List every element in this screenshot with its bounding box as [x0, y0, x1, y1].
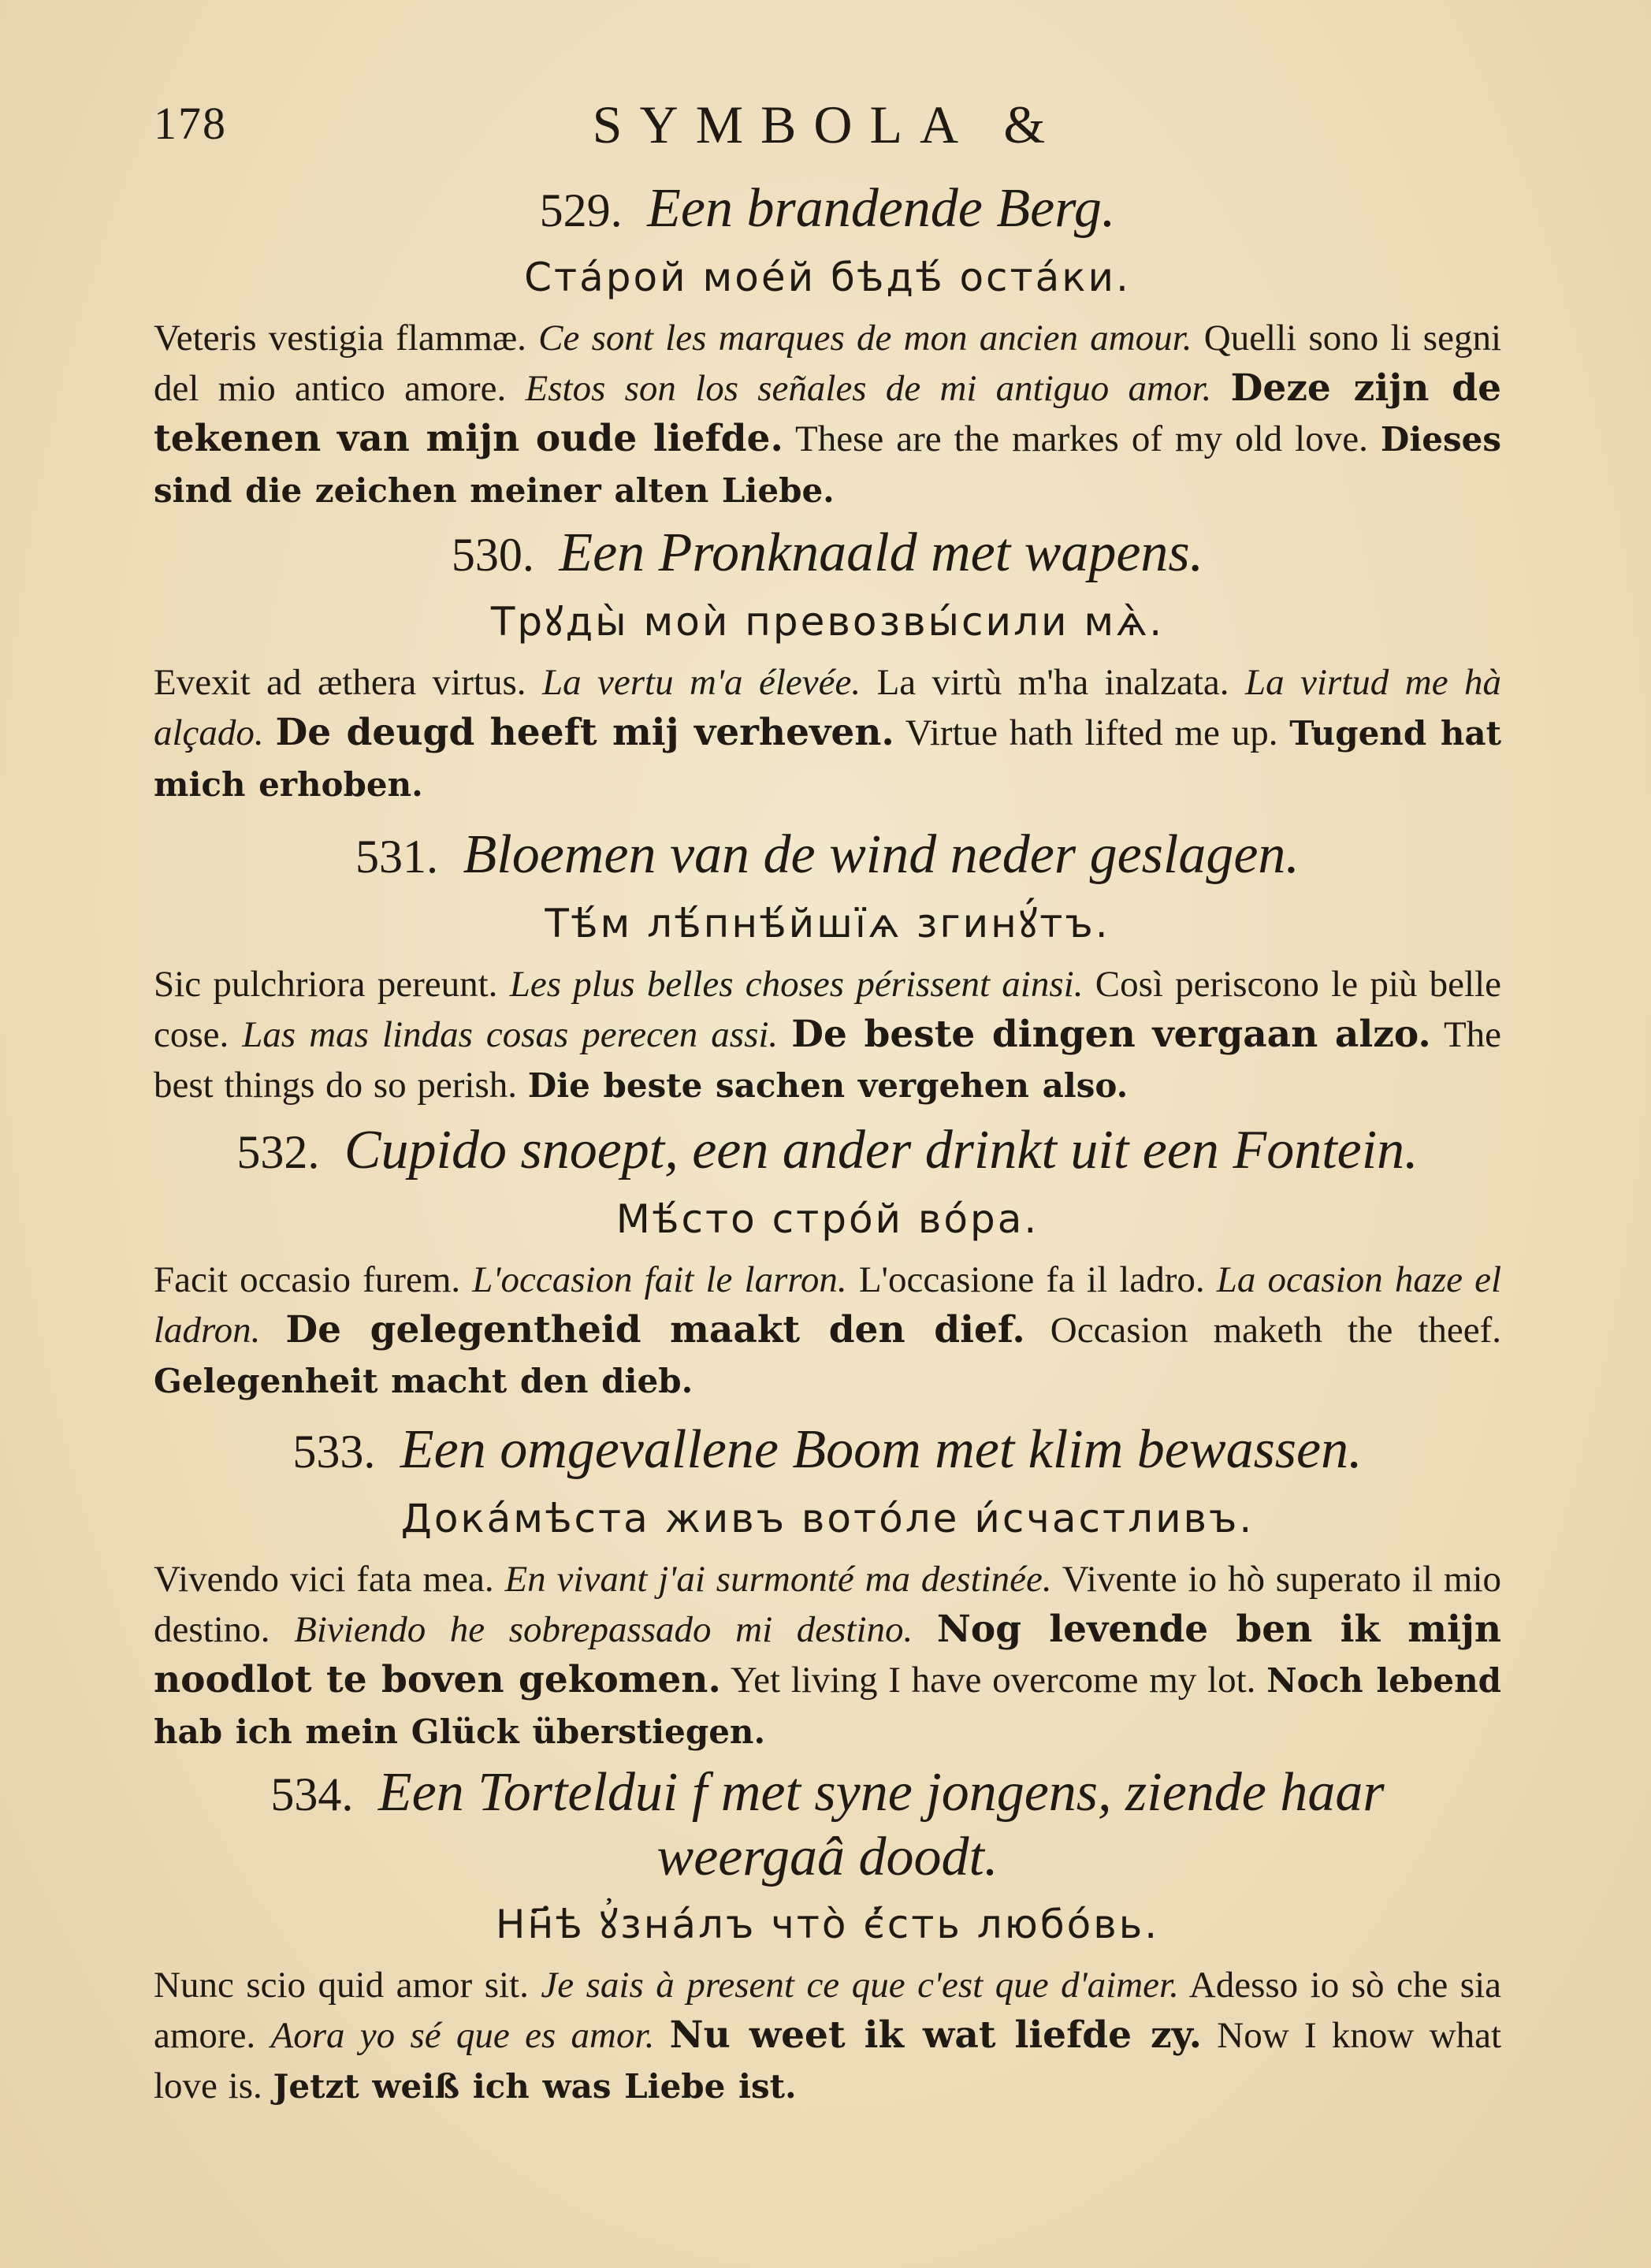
- entry-heading: [154, 177, 1501, 242]
- entry-number: 530.: [451, 529, 534, 581]
- entry-534: [154, 1761, 1501, 2112]
- spanish-motto: La virtud me hà alçado.: [154, 662, 1502, 753]
- english-motto: Virtue hath lifted me up.: [905, 712, 1278, 753]
- entry-heading: [154, 824, 1501, 888]
- italian-motto: Adesso io sò che sia amore.: [154, 1965, 1501, 2056]
- italian-motto: Vivente io hò superato il mio destino.: [154, 1559, 1502, 1650]
- entry-531: [154, 824, 1501, 1111]
- entry-heading: [154, 1418, 1501, 1483]
- dutch-motto: Deze zijn de tekenen van mijn oude liefde.: [154, 366, 1502, 460]
- entry-translations: [154, 1960, 1501, 2112]
- german-motto: Gelegenheit macht den dieb.: [154, 1362, 693, 1400]
- slavonic-motto: Дока́мѣста живъ вото́ле и́счастливъ.: [400, 1496, 1255, 1541]
- slavonic-motto: Нн҃ѣ ꙋ҆зна́лъ что̀ є҆́сть любо́вь.: [495, 1902, 1160, 1947]
- dutch-motto: De beste dingen vergaan alzo.: [791, 1013, 1431, 1056]
- entry-title: Een omgevallene Boom met klim bewassen.: [400, 1419, 1363, 1480]
- french-motto: La vertu m'a élevée.: [541, 662, 861, 703]
- slavonic-motto: Трꙋды̀ моѝ превозвы́сили мѧ̀.: [490, 599, 1165, 645]
- entry-title: Een Pronknaald met wapens.: [559, 522, 1204, 583]
- entry-translations: [154, 657, 1501, 810]
- german-motto: Die beste sachen vergehen also.: [527, 1066, 1129, 1105]
- entry-heading: [154, 1119, 1501, 1184]
- latin-motto: Nunc scio quid amor sit.: [154, 1965, 529, 2006]
- entry-translations: [154, 1255, 1501, 1407]
- entry-title: Cupido snoept, een ander drinkt uit een Fontein.: [344, 1120, 1419, 1180]
- english-motto: Now I know what love is.: [154, 2015, 1502, 2106]
- german-motto: Noch lebend hab ich mein Glück überstiegen.: [154, 1661, 1502, 1751]
- german-motto: Jetzt weiß ich was Liebe ist.: [273, 2067, 797, 2106]
- slavonic-motto: Стáрой мое́й бѣдѣ́ оста́ки.: [524, 255, 1131, 300]
- entry-number: 532.: [236, 1126, 320, 1178]
- book-page: [154, 0, 1501, 2268]
- page-number: 178: [154, 98, 227, 149]
- entry-translations: [154, 959, 1501, 1111]
- french-motto: Les plus belles choses périssent ainsi.: [509, 964, 1084, 1005]
- italian-motto: Così periscono le più belle cose.: [154, 964, 1502, 1055]
- page-header: [154, 83, 1501, 169]
- entry-title-line-2: weergaâ doodt.: [656, 1827, 998, 1887]
- spanish-motto: Estos son los señales de mi antiguo amor.: [525, 368, 1212, 409]
- entry-number: 534.: [270, 1768, 354, 1820]
- latin-motto: Veteris vestigia flammæ.: [154, 318, 526, 359]
- spanish-motto: Biviendo he sobrepassado mi destino.: [294, 1609, 913, 1650]
- german-motto: Dieses sind die zeichen meiner alten Liebe.: [154, 420, 1502, 510]
- spanish-motto: Las mas lindas cosas perecen assi.: [242, 1014, 779, 1055]
- french-motto: Ce sont les marques de mon ancien amour.: [538, 318, 1192, 359]
- slavonic-motto: Тѣ́м лѣ́пнѣ́йшїѧ згинꙋ́тъ.: [545, 901, 1110, 946]
- english-motto: These are the markes of my old love.: [795, 418, 1368, 459]
- entry-heading: [154, 522, 1501, 586]
- latin-motto: Evexit ad æthera virtus.: [154, 662, 526, 703]
- entry-529: [154, 177, 1501, 516]
- spanish-motto: Aora yo sé que es amor.: [270, 2015, 655, 2056]
- entry-533: [154, 1418, 1501, 1757]
- italian-motto: L'occasione fa il ladro.: [858, 1259, 1205, 1300]
- french-motto: En vivant j'ai surmonté ma destinée.: [504, 1559, 1052, 1600]
- latin-motto: Facit occasio furem.: [154, 1259, 461, 1300]
- slavonic-motto: Мѣ́сто стро́й во́ра.: [615, 1196, 1039, 1242]
- dutch-motto: Nu weet ik wat liefde zy.: [669, 2013, 1202, 2057]
- italian-motto: Quelli sono li segni del mio antico amore.: [154, 318, 1502, 409]
- italian-motto: La virtù m'ha inalzata.: [876, 662, 1229, 703]
- dutch-motto: Nog levende ben ik mijn noodlot te boven gekomen.: [154, 1608, 1501, 1701]
- dutch-motto: De deugd heeft mij verheven.: [275, 711, 894, 754]
- entry-title: Een brandende Berg.: [647, 178, 1116, 239]
- entry-translations: [154, 1554, 1501, 1757]
- entry-translations: [154, 313, 1501, 516]
- entry-532: [154, 1119, 1501, 1407]
- french-motto: Je sais à present ce que c'est que d'aimer.: [541, 1965, 1179, 2006]
- dutch-motto: De gelegentheid maakt den dief.: [285, 1308, 1025, 1352]
- german-motto: Tugend hat mich erhoben.: [154, 714, 1502, 804]
- entry-title: Bloemen van de wind neder geslagen.: [463, 824, 1300, 885]
- french-motto: L'occasion fait le larron.: [472, 1259, 847, 1300]
- entry-heading: [154, 1761, 1501, 1826]
- english-motto: Occasion maketh the theef.: [1050, 1310, 1502, 1351]
- entry-number: 529.: [539, 184, 623, 236]
- running-title: SYMBOLA &: [592, 95, 1063, 154]
- latin-motto: Sic pulchriora pereunt.: [154, 964, 498, 1005]
- entry-number: 533.: [292, 1426, 376, 1478]
- spanish-motto: La ocasion haze el ladron.: [154, 1259, 1502, 1351]
- english-motto: Yet living I have overcome my lot.: [730, 1660, 1256, 1701]
- english-motto: The best things do so perish.: [154, 1014, 1502, 1106]
- entry-number: 531.: [355, 831, 439, 883]
- entry-title-line-1: Een Torteldui f met syne jongens, ziende haar: [377, 1762, 1385, 1823]
- latin-motto: Vivendo vici fata mea.: [154, 1559, 494, 1600]
- entry-530: [154, 522, 1501, 810]
